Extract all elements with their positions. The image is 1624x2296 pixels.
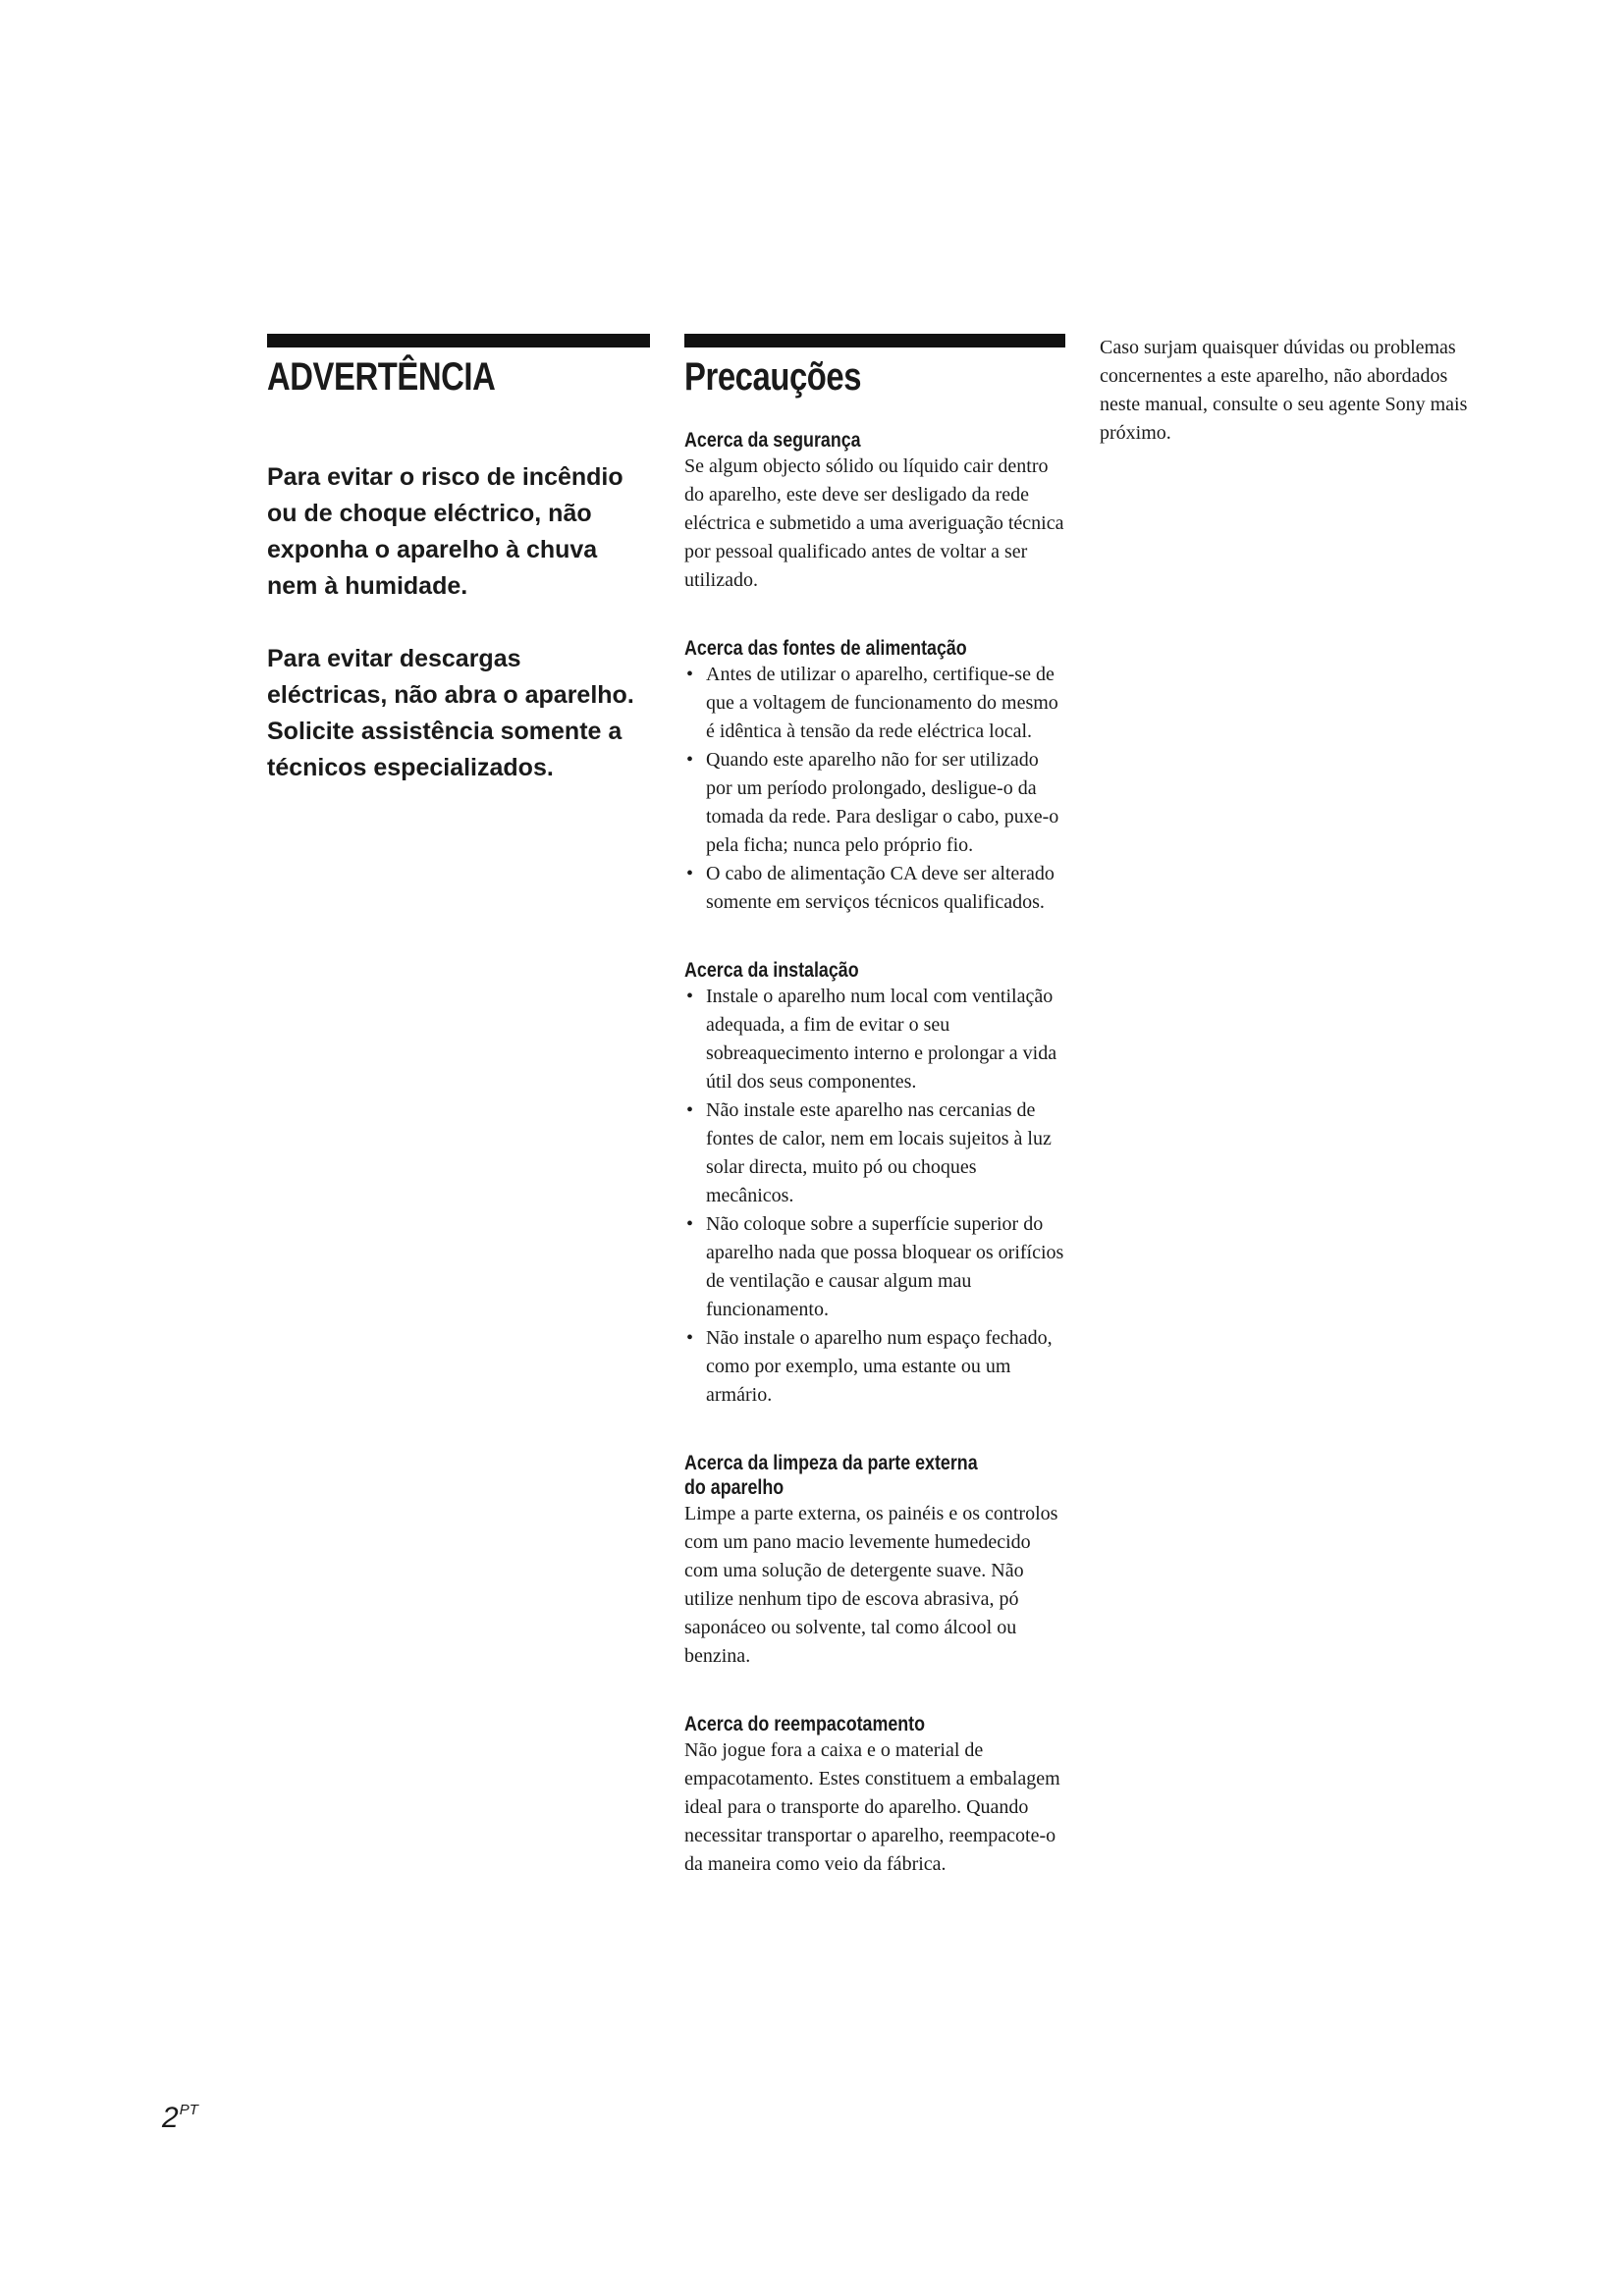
repacking-heading: Acerca do reempacotamento [684, 1713, 926, 1735]
safety-text: Se algum objecto sólido ou líquido cair dentro do aparelho, este deve ser desligado da rede eléctrica e submetido a uma averiguação técnica por pessoal qualificado antes de voltar a ser utilizado. [684, 455, 1064, 591]
warning-paragraph-shock: Para evitar descargas eléctricas, não abra o aparelho. Solicite assistência somente a técnicos especializados. [267, 645, 634, 781]
cleaning-section [684, 1451, 1065, 1671]
cleaning-text: Limpe a parte externa, os painéis e os controlos com um pano macio levemente humedecido com uma solução de detergente suave. Não utilize nenhum tipo de escova abrasiva, pó saponáceo ou solvente, tal como álcool ou benzina. [684, 1503, 1058, 1667]
contact-column [1100, 334, 1488, 448]
page-number [162, 2103, 198, 2133]
safety-heading: Acerca da segurança [684, 429, 861, 452]
installation-heading: Acerca da instalação [684, 959, 859, 982]
power-heading: Acerca das fontes de alimentação [684, 637, 967, 660]
list-item: • Antes de utilizar o aparelho, certifique-se de que a voltagem de funcionamento do mesmo é idêntica à tensão da rede eléctrica local. [684, 661, 1065, 746]
repacking-section [684, 1712, 1065, 1879]
list-item: • Não instale o aparelho num espaço fechado, como por exemplo, uma estante ou um armário. [684, 1324, 1065, 1410]
precautions-column [684, 334, 1065, 1879]
list-item: • Instale o aparelho num local com ventilação adequada, a fim de evitar o seu sobreaquecimento interno e prolongar a vida útil dos seus componentes. [684, 983, 1065, 1096]
list-item: • Não coloque sobre a superfície superior do aparelho nada que possa bloquear os orifícios de ventilação e causar algum mau funcionamento. [684, 1210, 1065, 1324]
power-list [684, 661, 1065, 917]
page-number-value: 2 [162, 2102, 179, 2134]
contact-text: Caso surjam quaisquer dúvidas ou problemas concernentes a este aparelho, não abordados neste manual, consulte o seu agente Sony mais próximo. [1100, 337, 1468, 444]
list-item: • O cabo de alimentação CA deve ser alterado somente em serviços técnicos qualificados. [684, 860, 1065, 917]
warning-column [267, 334, 650, 786]
list-item: • Quando este aparelho não for ser utilizado por um período prolongado, desligue-o da tomada da rede. Para desligar o cabo, puxe-o pela ficha; nunca pelo próprio fio. [684, 746, 1065, 860]
installation-section [684, 958, 1065, 1410]
installation-list [684, 983, 1065, 1410]
precautions-title-bar [684, 334, 1065, 347]
repacking-text: Não jogue fora a caixa e o material de empacotamento. Estes constituem a embalagem ideal para o transporte do aparelho. Quando necessitar transportar o aparelho, reempacote-o da maneira como veio da fábrica. [684, 1739, 1060, 1875]
cleaning-heading-line-2: do aparelho [684, 1476, 785, 1499]
warning-title-bar [267, 334, 650, 347]
power-section [684, 636, 1065, 917]
page-number-suffix: PT [179, 2102, 198, 2118]
cleaning-heading-line-1: Acerca da limpeza da parte externa [684, 1452, 978, 1474]
warning-paragraph-fire: Para evitar o risco de incêndio ou de choque eléctrico, não exponha o aparelho à chuva nem à humidade. [267, 463, 623, 600]
precautions-title: Precauções [684, 355, 862, 399]
warning-title: ADVERTÊNCIA [267, 355, 496, 399]
list-item: • Não instale este aparelho nas cercanias de fontes de calor, nem em locais sujeitos à luz solar directa, muito pó ou choques mecânicos. [684, 1096, 1065, 1210]
safety-section [684, 428, 1065, 595]
